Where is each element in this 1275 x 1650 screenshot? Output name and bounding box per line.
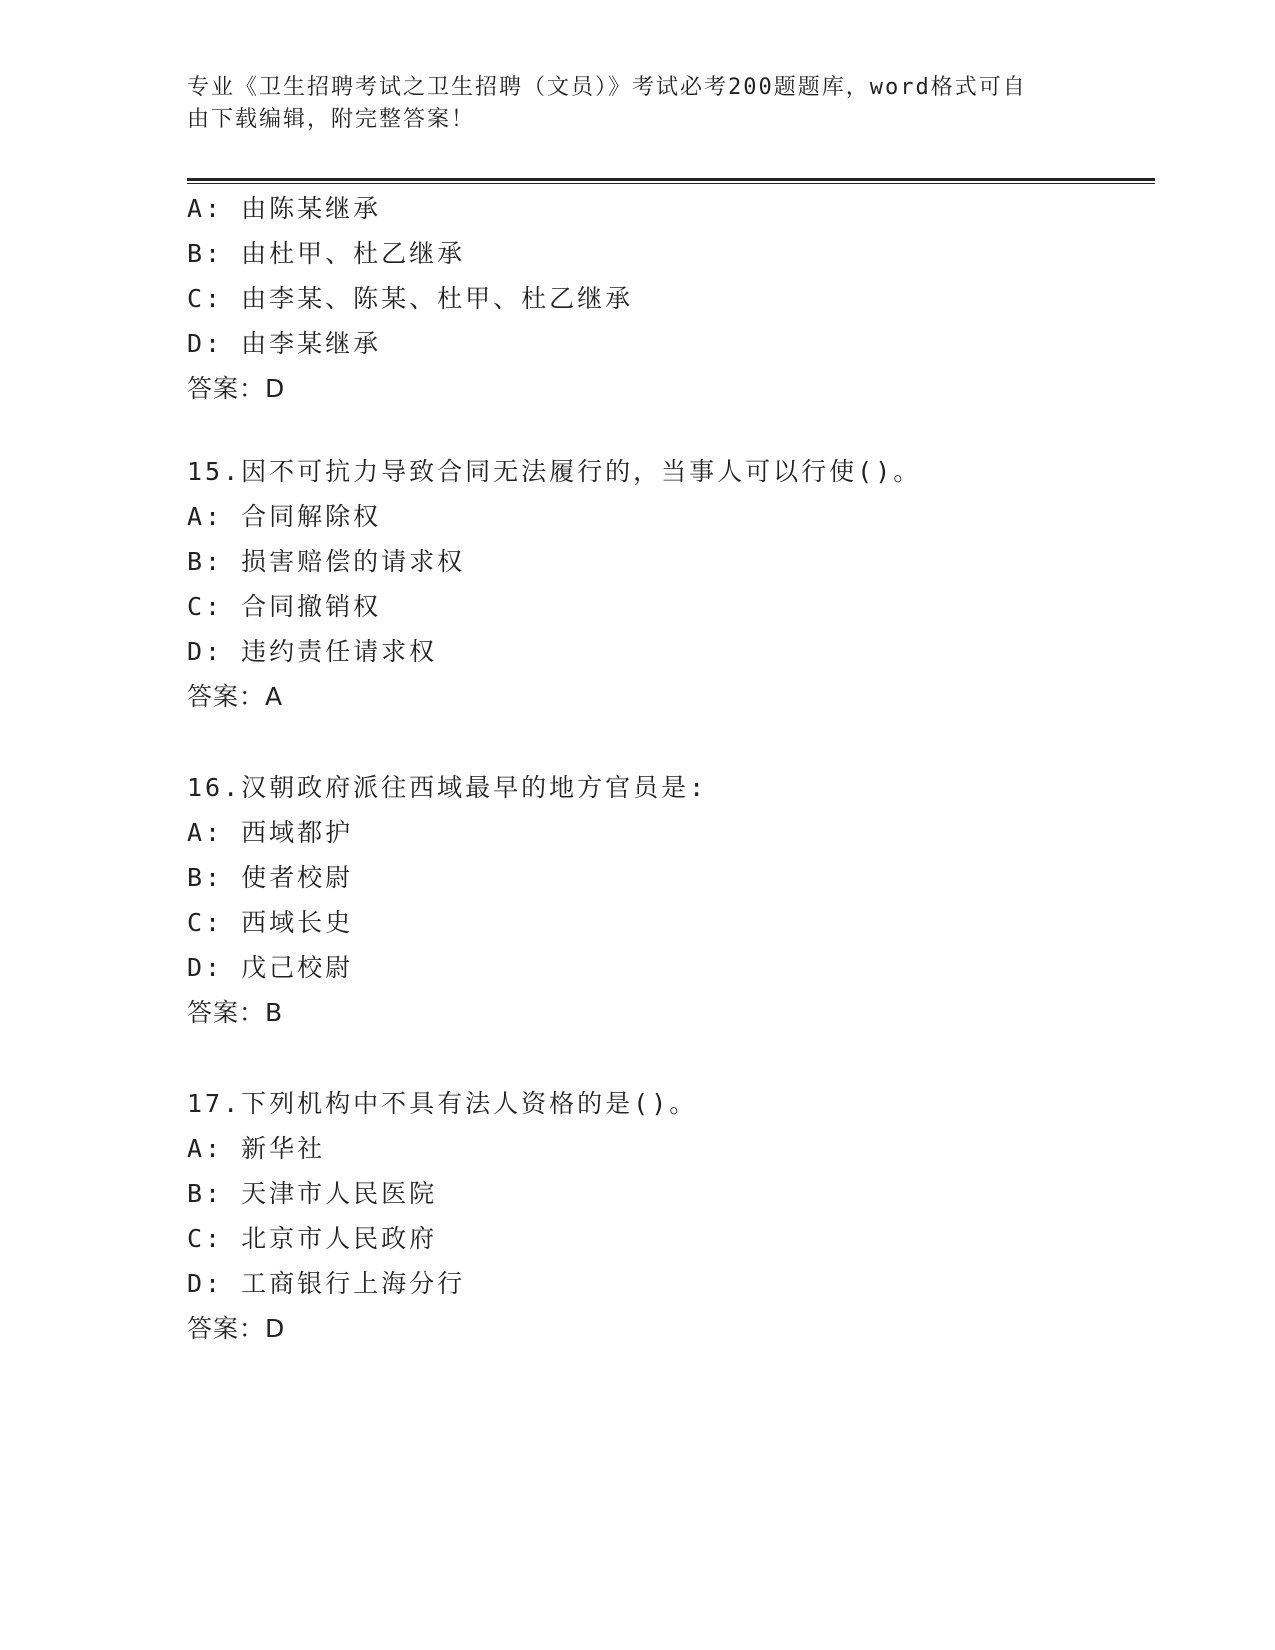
option-c: C: 由李某、陈某、杜甲、杜乙继承 <box>187 284 634 313</box>
question-stem: 16.汉朝政府派往西域最早的地方官员是: <box>187 773 708 802</box>
option-b: B: 天津市人民医院 <box>187 1179 438 1208</box>
option-c: C: 合同撤销权 <box>187 592 382 621</box>
option-a: A: 西域都护 <box>187 818 354 847</box>
option-b: B: 损害赔偿的请求权 <box>187 547 466 576</box>
question-stem: 17.下列机构中不具有法人资格的是()。 <box>187 1089 698 1118</box>
option-c: C: 西域长史 <box>187 908 354 937</box>
answer-label: 答案：A <box>187 682 284 711</box>
option-d: D: 工商银行上海分行 <box>187 1269 466 1298</box>
header-divider <box>187 178 1155 181</box>
header-line-2: 由下载编辑，附完整答案！ <box>187 107 476 132</box>
option-d: D: 戊己校尉 <box>187 953 354 982</box>
answer-label: 答案：D <box>187 374 286 403</box>
option-d: D: 由李某继承 <box>187 329 382 358</box>
header-divider-thin <box>187 183 1155 184</box>
question-stem: 15.因不可抗力导致合同无法履行的，当事人可以行使()。 <box>187 457 922 486</box>
option-b: B: 由杜甲、杜乙继承 <box>187 239 466 268</box>
option-b: B: 使者校尉 <box>187 863 354 892</box>
option-a: A: 由陈某继承 <box>187 194 382 223</box>
answer-label: 答案：D <box>187 1314 286 1343</box>
option-a: A: 新华社 <box>187 1134 326 1163</box>
answer-label: 答案：B <box>187 998 284 1027</box>
option-a: A: 合同解除权 <box>187 502 382 531</box>
header-line-1: 专业《卫生招聘考试之卫生招聘（文员）》考试必考200题题库，word格式可自 <box>187 75 1027 100</box>
document-header <box>187 72 1067 136</box>
option-d: D: 违约责任请求权 <box>187 637 438 666</box>
option-c: C: 北京市人民政府 <box>187 1224 438 1253</box>
